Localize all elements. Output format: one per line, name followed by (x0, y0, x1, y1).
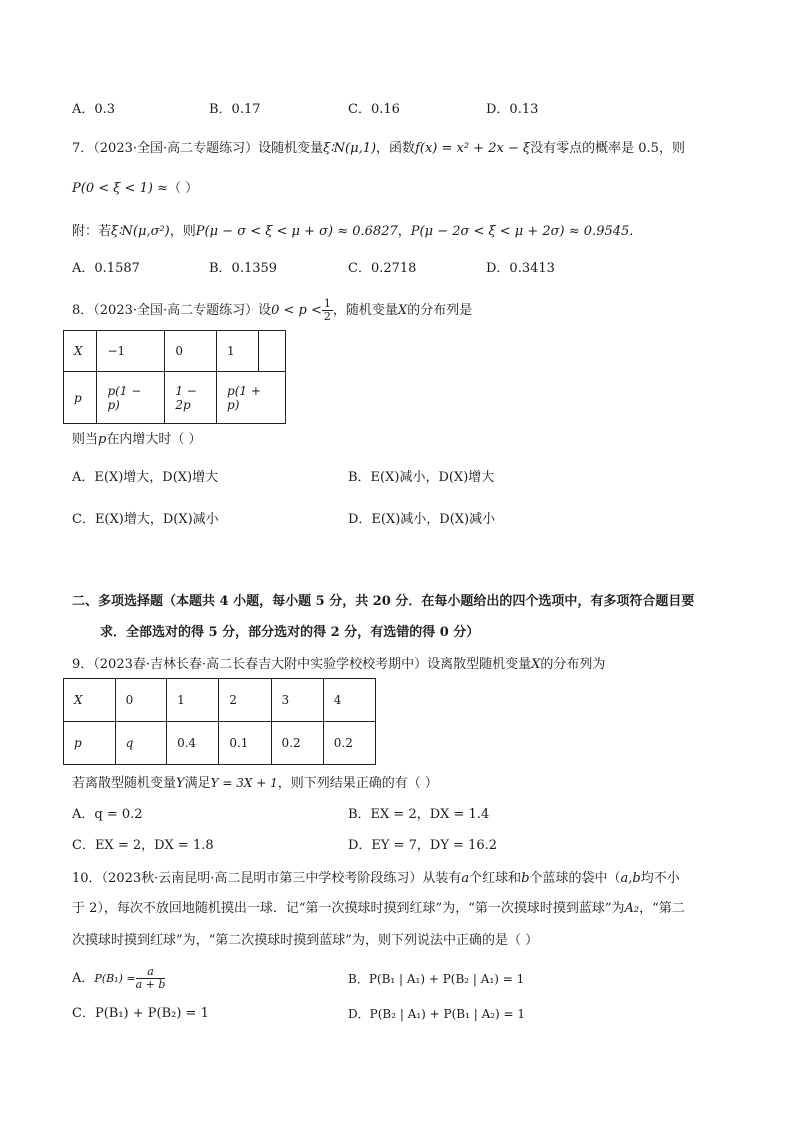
q9-option-d: D．EY = 7，DY = 16.2 (348, 838, 498, 853)
q8-table-cell: 1 − 2p (165, 372, 217, 424)
q9-table-cell: 2 (219, 679, 271, 722)
q8-option-b: B．E(X)减小，D(X)增大 (348, 470, 495, 485)
q8-table-cell (258, 331, 285, 372)
q9-stem: 9．（2023春·吉林长春·高二长春吉大附中实验学校校考期中）设离散型随机变量X的分布列为 (72, 657, 606, 672)
q10-option-c: C．P(B₁) + P(B₂) = 1 (72, 1006, 209, 1021)
q10-option-d: D．P(B₂ | A₁) + P(B₁ | A₂) = 1 (348, 1007, 526, 1021)
q9-table-cell: 3 (271, 679, 323, 722)
section2-heading: 二、多项选择题（本题共 4 小题，每小题 5 分，共 20 分．在每小题给出的四个选项中，有多项符合题目要 (72, 594, 695, 609)
q8-option-d: D．E(X)减小，D(X)减小 (348, 512, 496, 527)
q7-option-c: C．0.2718 (348, 261, 417, 276)
q8-distribution-table (63, 330, 286, 424)
q9-table-cell: 0 (115, 679, 167, 722)
q9-table-cell: q (115, 722, 167, 765)
q9-table-cell: p (64, 722, 116, 765)
q8-table-cell: X (64, 331, 97, 372)
q10-stem-line2: 于 2），每次不放回地随机摸出一球．记“第一次摸球时摸到红球”为，“第一次摸球时摸到蓝球”为A₂，“第二 (72, 901, 685, 916)
q9-option-a: A．q = 0.2 (72, 807, 143, 822)
q9-table-cell: 0.1 (219, 722, 271, 765)
q8-table-cell: 1 (217, 331, 259, 372)
q7-question: P(0 < ξ < 1) ≈（ ） (72, 181, 199, 196)
q10-option-b: B．P(B₁ | A₁) + P(B₂ | A₁) = 1 (348, 972, 525, 986)
q8-table-cell: 0 (165, 331, 217, 372)
q7-stem: 7．（2023·全国·高二专题练习）设随机变量ξ∶N(μ,1)，函数f(x) = x² + 2x − ξ没有零点的概率是 0.5，则 (72, 141, 685, 156)
q8-table-cell: −1 (97, 331, 165, 372)
q8-table-cell: p (64, 372, 97, 424)
q7-option-a: A．0.1587 (72, 261, 140, 276)
q10-option-a-fraction: $\frac{a}{a + b}$ (135, 965, 166, 991)
q9-table-cell: 1 (167, 679, 219, 722)
q6-option-c: C．0.16 (348, 102, 400, 117)
q6-option-b: B．0.17 (209, 102, 261, 117)
q8-fraction: $\frac{1}{2}$ (323, 297, 331, 323)
q9-option-c: C．EX = 2，DX = 1.8 (72, 838, 214, 853)
q10-stem-line1: 10．（2023秋·云南昆明·高二昆明市第三中学校考阶段练习）从装有a个红球和b个蓝球的袋中（a,b均不小 (72, 871, 680, 886)
q6-option-d: D．0.13 (486, 102, 539, 117)
q9-question: 若离散型随机变量Y满足Y = 3X + 1，则下列结果正确的有（ ） (72, 776, 438, 791)
q8-option-a: A．E(X)增大，D(X)增大 (72, 470, 219, 485)
q7-note: 附：若ξ∶N(μ,σ²)，则P(μ − σ < ξ < μ + σ) ≈ 0.6827，P(μ − 2σ < ξ < μ + 2σ) ≈ 0.9545. (72, 224, 634, 239)
q9-table-cell: 0.2 (323, 722, 375, 765)
q8-option-c: C．E(X)增大，D(X)减小 (72, 512, 219, 527)
q8-table-cell: p(1 − p) (97, 372, 165, 424)
q9-table-cell: X (64, 679, 116, 722)
q9-distribution-table (63, 678, 376, 765)
q7-option-b: B．0.1359 (209, 261, 278, 276)
q8-stem: 8．（2023·全国·高二专题练习）设0 < p < $\frac{1}{2}$ ，随机变量X的分布列是 (72, 297, 473, 323)
q9-table-cell: 4 (323, 679, 375, 722)
q10-option-a: A．P(B₁) = $\frac{a}{a + b}$ (72, 965, 166, 991)
q8-question: 则当p在内增大时（ ） (72, 432, 202, 447)
q6-option-a: A．0.3 (72, 102, 116, 117)
q7-option-d: D．0.3413 (486, 261, 555, 276)
section2-heading-cont: 求．全部选对的得 5 分，部分选对的得 2 分，有选错的得 0 分） (100, 625, 480, 640)
q9-table-cell: 0.2 (271, 722, 323, 765)
q9-option-b: B．EX = 2，DX = 1.4 (348, 807, 490, 822)
q9-table-cell: 0.4 (167, 722, 219, 765)
q8-table-cell: p(1 + p) (217, 372, 286, 424)
q10-stem-line3: 次摸球时摸到红球”为，“第二次摸球时摸到蓝球”为，则下列说法中正确的是（ ） (72, 933, 539, 948)
